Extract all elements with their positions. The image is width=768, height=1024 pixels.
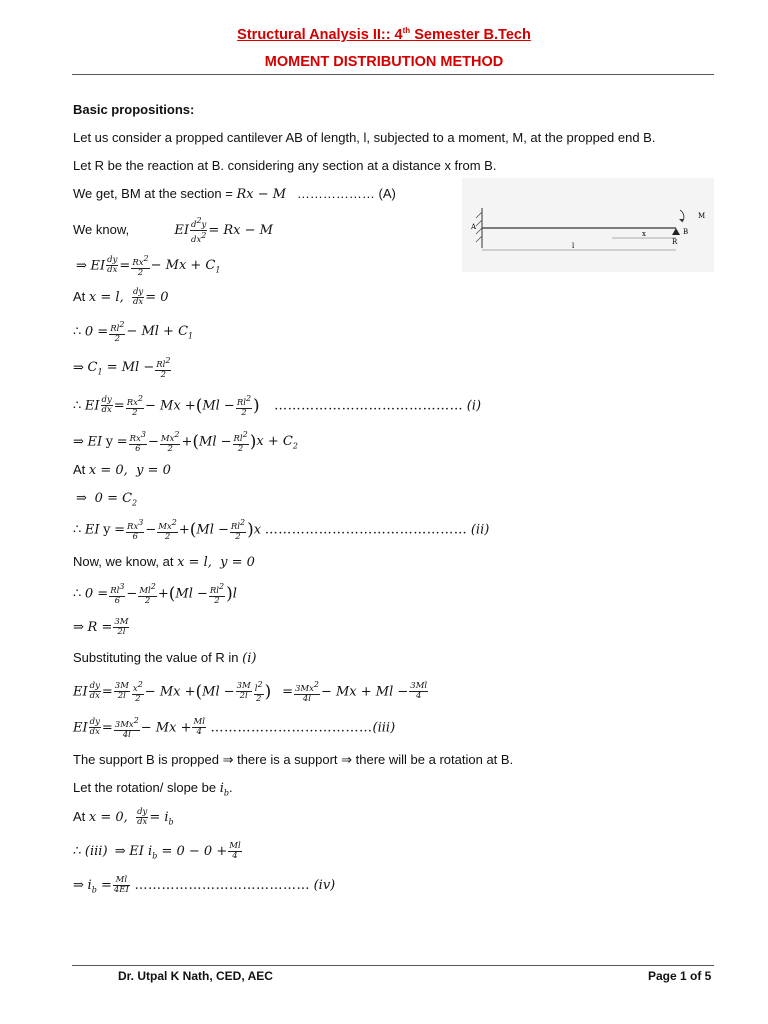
equation-iv: ⇒ $i_b$ = $\frac{Ml}{4EI}$ ………………………………… (iv) bbox=[73, 875, 336, 895]
label-r: R bbox=[672, 238, 678, 246]
equation-slope-general: ⇒ EI $\frac{dy}{dx}$ = $\frac{Rx^2}{2}$ − $Mx + C_1$ bbox=[76, 254, 221, 278]
condition-x-0: At x = 0, y = 0 bbox=[73, 462, 171, 478]
equation-c2: ⇒ $0 = C_2$ bbox=[76, 491, 138, 508]
section-heading: Basic propositions: bbox=[73, 102, 195, 117]
equation-r-solve: ∴ 0 = $\frac{Rl^3}{6}$ − $\frac{Ml^2}{2}$ +(Ml − $\frac{Rl^2}{2}$ )l bbox=[73, 582, 237, 606]
equation-ii: ∴ EI y = $\frac{Rx^3}{6}$ − $\frac{Mx^2}{2}$ +(Ml − $\frac{Rl^2}{2}$ )x ……………………………………… (ii) bbox=[73, 518, 490, 542]
document-subtitle: MOMENT DISTRIBUTION METHOD bbox=[264, 54, 504, 70]
equation-substituted: EI $\frac{dy}{dx}$ = $\frac{3M}{2l}$ $\frac{x^2}{2}$ − Mx +(Ml − $\frac{3M}{2l}$ $\frac{l^2}{2}$ ) = $\frac{3Mx^2}{4l}$ − Mx + Ml − $\frac{3Ml}{4}$ bbox=[73, 680, 428, 704]
paragraph-3: We get, BM at the section = Rx − M ……………… (A) bbox=[73, 186, 396, 202]
label-l: l bbox=[572, 242, 575, 250]
footer-page-number: Page 1 of 5 bbox=[648, 969, 712, 983]
label-a: A bbox=[471, 223, 477, 231]
propped-cantilever-figure bbox=[462, 178, 714, 272]
equation-iii: EI $\frac{dy}{dx}$ = $\frac{3Mx^2}{4l}$ − Mx + $\frac{Ml}{4}$ ………………………………(iii) bbox=[73, 716, 396, 740]
paragraph-rotation: Let the rotation/ slope be $i_b$. bbox=[73, 780, 233, 798]
document-title: Structural Analysis II:: 4th Semester B.Tech bbox=[237, 26, 531, 43]
condition-rotation: At x = 0, $\frac{dy}{dx}$ = $i_b$ bbox=[73, 807, 174, 827]
header-rule bbox=[72, 74, 714, 75]
equation-c1: ⇒ $C_1 = Ml$ − $\frac{Rl^2}{2}$ bbox=[73, 356, 171, 380]
condition-x-l: At x = l, $\frac{dy}{dx}$ = 0 bbox=[73, 287, 169, 307]
footer-author: Dr. Utpal K Nath, CED, AEC bbox=[118, 969, 273, 983]
equation-r: ⇒ R = $\frac{3M}{2l}$ bbox=[73, 617, 129, 637]
label-b: B bbox=[683, 228, 689, 236]
equation-we-know: We know, EI $\frac{d^2y}{dx^2}$ = Rx − M bbox=[73, 216, 273, 245]
equation-c1-solve: ∴ 0 = $\frac{Rl^2}{2}$ − $Ml + C_1$ bbox=[73, 320, 194, 344]
substituting-text: Substituting the value of R in (i) bbox=[73, 650, 257, 666]
label-m: M bbox=[698, 212, 706, 220]
footer-rule bbox=[72, 965, 714, 966]
paragraph-2: Let R be the reaction at B. considering any section at a distance x from B. bbox=[73, 158, 497, 173]
equation-rotation-solve: ∴ (iii) ⇒ EI $i_b = 0 - 0$ + $\frac{Ml}{4}$ bbox=[73, 841, 241, 861]
equation-deflection-general: ⇒ EI y = $\frac{Rx^3}{6}$ − $\frac{Mx^2}{2}$ +(Ml − $\frac{Rl^2}{2}$ )$x + C_2$ bbox=[73, 430, 298, 454]
equation-i: ∴ EI $\frac{dy}{dx}$ = $\frac{Rx^2}{2}$ − Mx +(Ml − $\frac{Rl^2}{2}$ ) …………………………………… (i) bbox=[73, 394, 482, 418]
paragraph-1: Let us consider a propped cantilever AB of length, l, subjected to a moment, M, at the propped end B. bbox=[73, 130, 656, 145]
paragraph-support: The support B is propped ⇒ there is a support ⇒ there will be a rotation at B. bbox=[73, 752, 514, 767]
label-x: x bbox=[642, 230, 646, 238]
condition-y-l: Now, we know, at x = l, y = 0 bbox=[73, 554, 255, 570]
